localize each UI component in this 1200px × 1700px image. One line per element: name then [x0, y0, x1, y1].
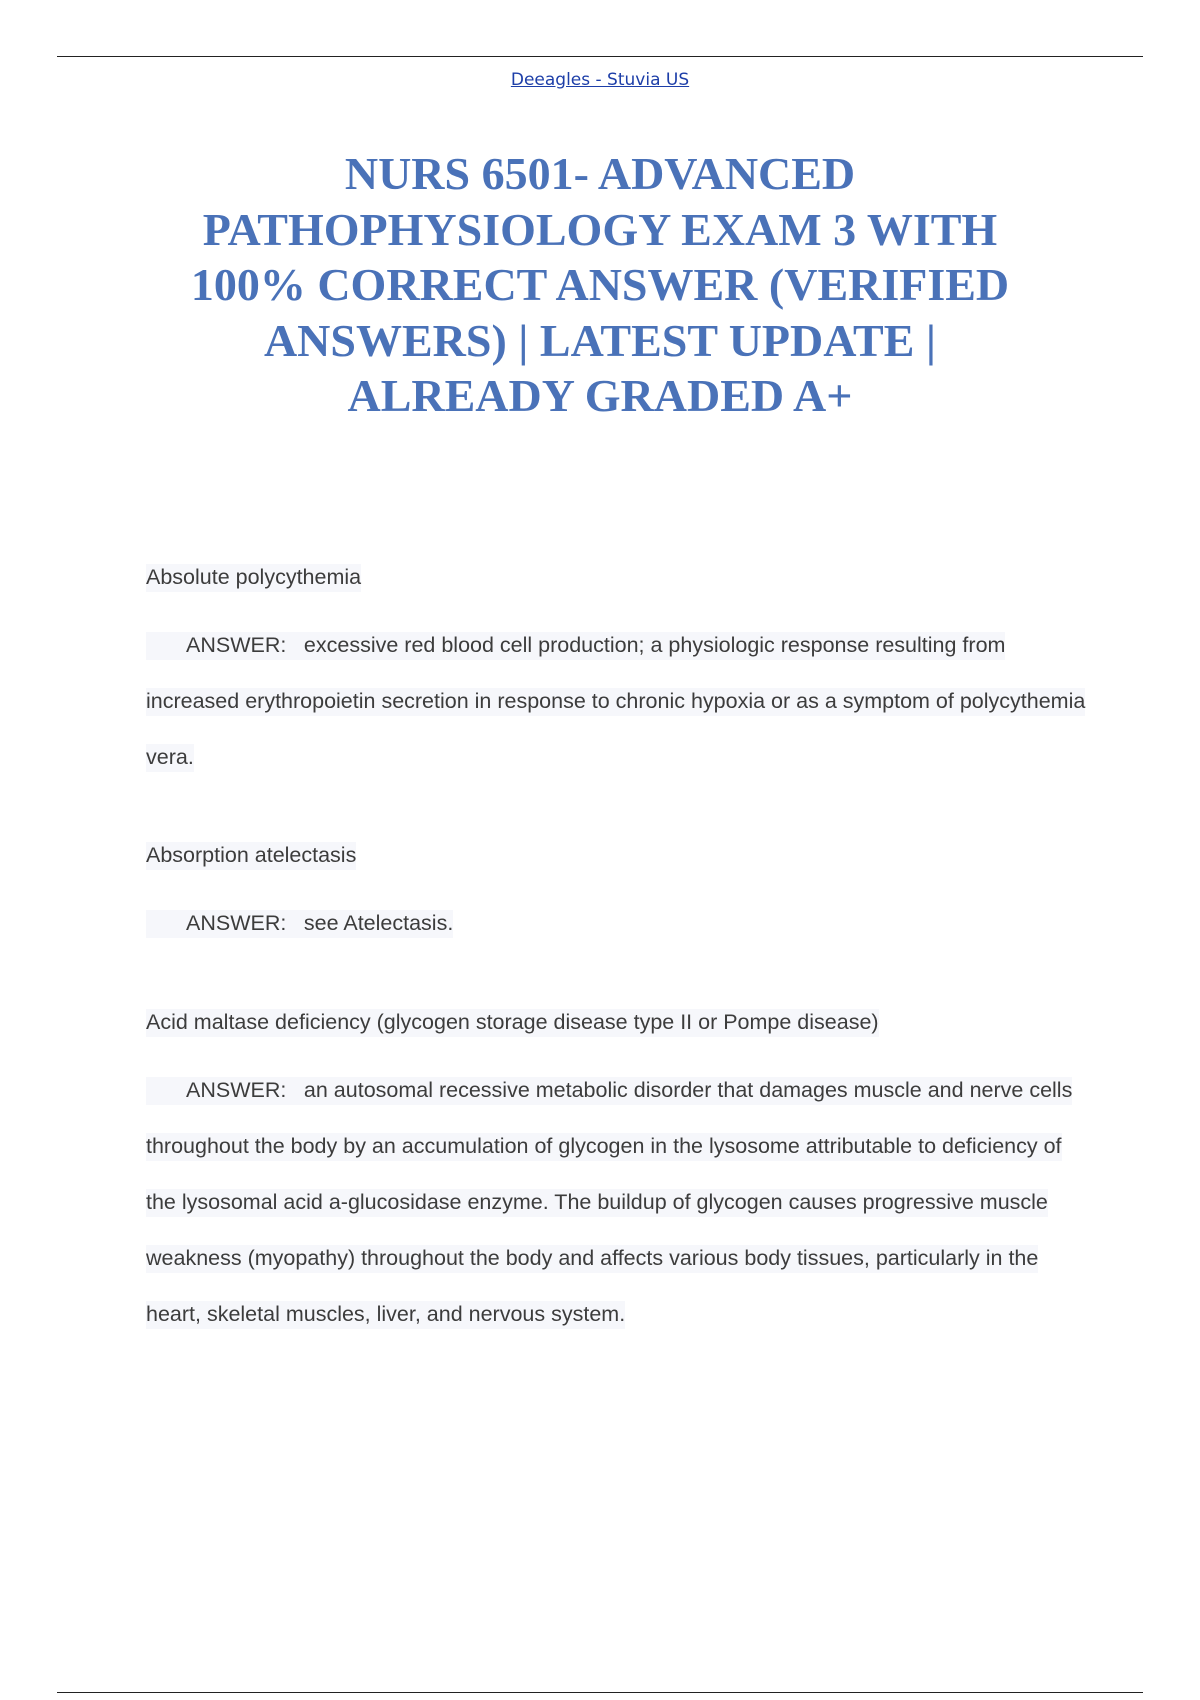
- footer-divider: [57, 1692, 1143, 1693]
- header: [0, 70, 1200, 90]
- source-link[interactable]: Deeagles - Stuvia US: [510, 70, 690, 90]
- answer-label: ANSWER:: [186, 911, 287, 935]
- answer-text: excessive red blood cell production; a physiologic response resulting from increased erythropoietin secretion in response to chronic hypoxia or as a symptom of polycythemia vera.: [146, 633, 1086, 769]
- header-divider: [57, 56, 1143, 57]
- term-text: Absolute polycythemia: [146, 564, 361, 592]
- qa-entry: [146, 561, 1086, 785]
- qa-answer: [146, 617, 1086, 785]
- qa-entry: [146, 1006, 1086, 1342]
- qa-term: [146, 1006, 1086, 1062]
- qa-entry: [146, 839, 1086, 951]
- answer-label: ANSWER:: [186, 633, 287, 657]
- qa-term: [146, 839, 1086, 895]
- qa-answer: [146, 1062, 1086, 1342]
- term-text: Acid maltase deficiency (glycogen storage disease type II or Pompe disease): [146, 1009, 879, 1037]
- term-text: Absorption atelectasis: [146, 842, 356, 870]
- answer-text: see Atelectasis.: [303, 911, 454, 935]
- qa-answer: [146, 895, 1086, 951]
- qa-term: [146, 561, 1086, 617]
- answer-text: an autosomal recessive metabolic disorder that damages muscle and nerve cells throughout the body by an accumulation of glycogen in the lysosome attributable to deficiency of the lysosomal acid a-glucosidase enzyme. The buildup of glycogen causes progressive muscle weakness (myopathy) throughout the body and affects various body tissues, particularly in the heart, skeletal muscles, liver, and nervous system.: [146, 1078, 1073, 1326]
- document-title: NURS 6501- ADVANCED PATHOPHYSIOLOGY EXAM 3 WITH 100% CORRECT ANSWER (VERIFIED ANSWERS) | LATEST UPDATE | ALREADY GRADED A+: [190, 148, 1010, 421]
- answer-label: ANSWER:: [186, 1078, 287, 1102]
